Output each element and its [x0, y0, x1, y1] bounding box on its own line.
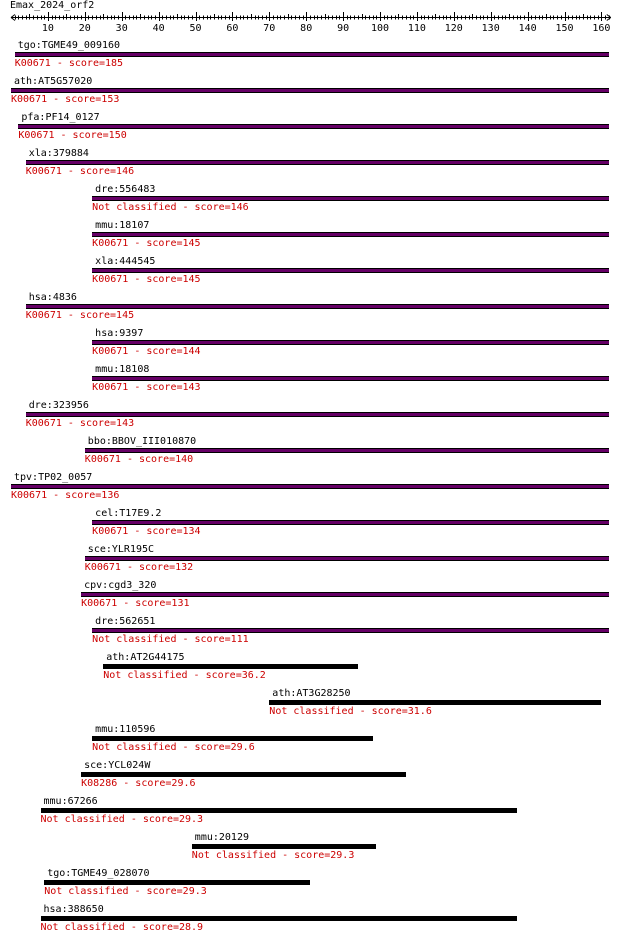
hit-name-link[interactable]: ath:AT3G28250 — [272, 688, 351, 699]
hit-score-label: K00671 - score=145 — [92, 238, 201, 249]
ruler-tick-label: 130 — [481, 23, 500, 34]
hit-score-label: Not classified - score=28.9 — [40, 922, 204, 933]
hit-score-label: K00671 - score=150 — [18, 130, 127, 141]
ruler-tick-label: 100 — [370, 23, 390, 34]
ruler-tick-label: 120 — [444, 23, 463, 34]
hit-alignment-bar[interactable] — [26, 304, 609, 309]
hit-score-label: Not classified - score=29.6 — [92, 742, 255, 753]
hit-alignment-bar[interactable] — [26, 160, 609, 165]
ruler-tick-label: 20 — [78, 23, 91, 34]
hit-alignment-bar[interactable] — [11, 484, 609, 489]
hit-alignment-bar[interactable] — [92, 196, 609, 201]
hit-alignment-bar[interactable] — [41, 916, 517, 921]
hit-alignment-bar[interactable] — [15, 52, 609, 57]
hit-name-link[interactable]: hsa:4836 — [28, 292, 77, 303]
ruler-tick-label: 90 — [337, 23, 350, 34]
hit-score-label: Not classified - score=111 — [92, 634, 249, 645]
hit-score-label: Not classified - score=29.3 — [44, 886, 207, 897]
hit-name-link[interactable]: dre:562651 — [95, 616, 156, 627]
ruler-tick-label: 160 — [592, 23, 611, 34]
hit-score-label: Not classified - score=36.2 — [103, 670, 266, 681]
hit-score-label: K08286 - score=29.6 — [81, 778, 196, 789]
hit-name-link[interactable]: ath:AT2G44175 — [106, 652, 185, 663]
hit-score-label: K00671 - score=145 — [25, 310, 135, 321]
hit-score-label: K00671 - score=145 — [92, 274, 201, 285]
hit-name-link[interactable]: tgo:TGME49_028070 — [47, 868, 150, 879]
hit-name-link[interactable]: sce:YLR195C — [87, 544, 155, 555]
query-title: Emax_2024_orf2 — [10, 0, 95, 11]
hit-name-link[interactable]: hsa:388650 — [43, 904, 104, 915]
hit-score-label: K00671 - score=134 — [92, 526, 201, 537]
hit-alignment-bar[interactable] — [81, 772, 406, 777]
hit-name-link[interactable]: mmu:18108 — [95, 364, 150, 375]
ruler-tick-label: 60 — [226, 23, 239, 34]
ruler-tick-label: 30 — [115, 23, 128, 34]
hit-alignment-bar[interactable] — [92, 736, 372, 741]
hit-score-label: K00671 - score=185 — [14, 58, 124, 69]
hit-score-label: K00671 - score=132 — [84, 562, 194, 573]
hit-name-link[interactable]: mmu:20129 — [194, 832, 249, 843]
ruler-tick-label: 110 — [407, 23, 426, 34]
hit-score-label: Not classified - score=146 — [92, 202, 249, 213]
ruler-tick-label: 50 — [189, 23, 202, 34]
ruler-tick-label: 40 — [152, 23, 165, 34]
hit-score-label: K00671 - score=153 — [11, 94, 120, 105]
hit-alignment-bar[interactable] — [92, 268, 609, 273]
hit-alignment-bar[interactable] — [18, 124, 608, 129]
hit-score-label: K00671 - score=146 — [25, 166, 135, 177]
hit-alignment-bar[interactable] — [11, 88, 609, 93]
hit-name-link[interactable]: sce:YCL024W — [84, 760, 151, 771]
hit-score-label: Not classified - score=29.3 — [40, 814, 204, 825]
hit-name-link[interactable]: ath:AT5G57020 — [14, 76, 93, 87]
hit-alignment-bar[interactable] — [103, 664, 358, 669]
hit-name-link[interactable]: cel:T17E9.2 — [95, 508, 162, 519]
hit-score-label: K00671 - score=144 — [92, 346, 201, 357]
hit-alignment-bar[interactable] — [92, 340, 609, 345]
hit-name-link[interactable]: mmu:67266 — [43, 796, 98, 807]
hit-name-link[interactable]: pfa:PF14_0127 — [21, 112, 100, 123]
hit-name-link[interactable]: xla:444545 — [95, 256, 156, 267]
hit-alignment-bar[interactable] — [92, 520, 609, 525]
hit-name-link[interactable]: tgo:TGME49_009160 — [17, 40, 121, 51]
ruler-tick-label: 80 — [300, 23, 313, 34]
hit-score-label: K00671 - score=131 — [81, 598, 190, 609]
hit-name-link[interactable]: bbo:BBOV_III010870 — [87, 436, 197, 447]
hit-score-label: K00671 - score=136 — [11, 490, 120, 501]
ruler-tick-label: 10 — [41, 23, 54, 34]
hit-score-label: K00671 - score=140 — [84, 454, 194, 465]
hit-alignment-bar[interactable] — [85, 556, 609, 561]
hit-alignment-bar[interactable] — [26, 412, 609, 417]
hit-name-link[interactable]: tpv:TP02_0057 — [14, 472, 93, 483]
hit-name-link[interactable]: mmu:110596 — [95, 724, 156, 735]
ruler-tick-label: 150 — [555, 23, 574, 34]
hit-name-link[interactable]: dre:323956 — [28, 400, 89, 411]
hit-alignment-bar[interactable] — [81, 592, 609, 597]
ruler-ticks — [11, 12, 611, 34]
hit-score-label: K00671 - score=143 — [25, 418, 135, 429]
hit-name-link[interactable]: hsa:9397 — [95, 328, 144, 339]
position-ruler — [0, 0, 620, 34]
hit-alignment-bar[interactable] — [269, 700, 601, 705]
hit-name-link[interactable]: cpv:cgd3_320 — [84, 580, 157, 591]
ruler-tick-label: 140 — [518, 23, 537, 34]
hit-alignment-bar[interactable] — [192, 844, 377, 849]
hit-alignment-bar[interactable] — [85, 448, 609, 453]
ruler-tick-label: 70 — [263, 23, 276, 34]
hit-name-link[interactable]: mmu:18107 — [95, 220, 150, 231]
hit-alignment-bar[interactable] — [92, 232, 609, 237]
hit-alignment-bar[interactable] — [44, 880, 310, 885]
hit-alignment-bar[interactable] — [92, 628, 609, 633]
hit-score-label: Not classified - score=29.3 — [191, 850, 355, 861]
hit-score-label: K00671 - score=143 — [92, 382, 201, 393]
hit-name-link[interactable]: xla:379884 — [28, 148, 89, 159]
hit-alignment-bar[interactable] — [41, 808, 517, 813]
hit-alignment-bar[interactable] — [92, 376, 609, 381]
hit-score-label: Not classified - score=31.6 — [269, 706, 432, 717]
hit-name-link[interactable]: dre:556483 — [95, 184, 156, 195]
